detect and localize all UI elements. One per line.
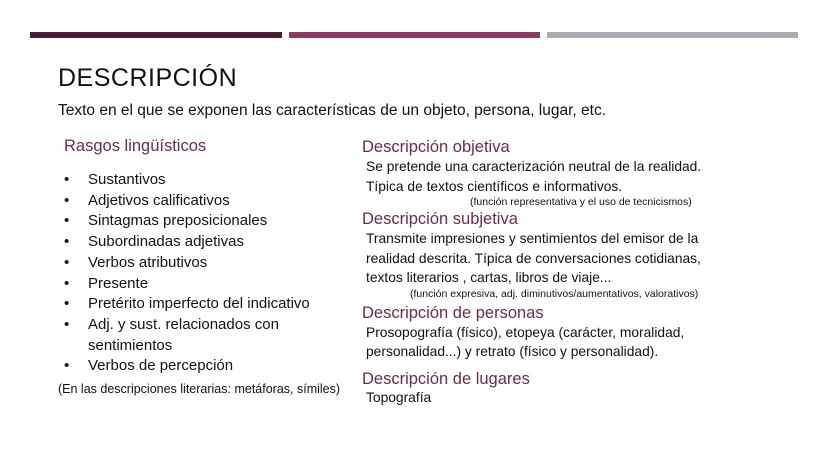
list-item: • Verbos atributivos [64, 253, 344, 274]
personas-heading: Descripción de personas [362, 303, 544, 322]
objetiva-line-2: Típica de textos científicos e informativos. [366, 178, 623, 194]
objetiva-note: (función representativa y el uso de tecnicismos) [470, 196, 692, 208]
slide-subtitle: Texto en el que se exponen las características de un objeto, persona, lugar, etc. [58, 102, 607, 119]
list-item: • Sintagmas preposicionales [64, 211, 344, 232]
list-item: • Sustantivos [64, 170, 344, 191]
rasgos-heading: Rasgos lingüísticos [64, 137, 207, 155]
slide-title: DESCRIPCIÓN [58, 64, 238, 92]
subjetiva-line-2: realidad descrita. Típica de conversaciones cotidianas, [366, 250, 701, 266]
objetiva-heading: Descripción objetiva [362, 138, 510, 156]
list-item: • Subordinadas adjetivas [64, 232, 344, 253]
lugares-heading: Descripción de lugares [362, 369, 530, 388]
subjetiva-note: (función expresiva, adj. diminutivos/aumentativos, valorativos) [410, 287, 699, 300]
subjetiva-heading: Descripción subjetiva [362, 210, 518, 228]
literary-note: (En las descripciones literarias: metáforas, símiles) [58, 382, 341, 396]
subjetiva-line-1: Transmite impresiones y sentimientos del emisor de la [366, 231, 699, 246]
subjetiva-line-3: textos literarios , cartas, libros de viaje... [366, 270, 612, 285]
rasgos-list [64, 170, 344, 377]
decorative-bar-gray [547, 32, 798, 38]
list-item: • Presente [64, 274, 344, 295]
lugares-line-1: Topografía [366, 389, 432, 405]
objetiva-line-1: Se pretende una caracterización neutral de la realidad. [366, 159, 702, 174]
description-types [362, 137, 822, 406]
decorative-bar-magenta [289, 32, 540, 38]
list-item: • Pretérito imperfecto del indicativo [64, 294, 344, 315]
decorative-bar-dark [30, 32, 282, 38]
list-item: • Adj. y sust. relacionados con sentimientos [64, 315, 344, 356]
personas-line-1: Prosopografía (físico), etopeya (carácter, moralidad, [366, 324, 685, 340]
list-item: • Verbos de percepción [64, 356, 344, 377]
list-item: • Adjetivos calificativos [64, 191, 344, 212]
personas-line-2: personalidad...) y retrato (físico y personalidad). [366, 344, 659, 359]
